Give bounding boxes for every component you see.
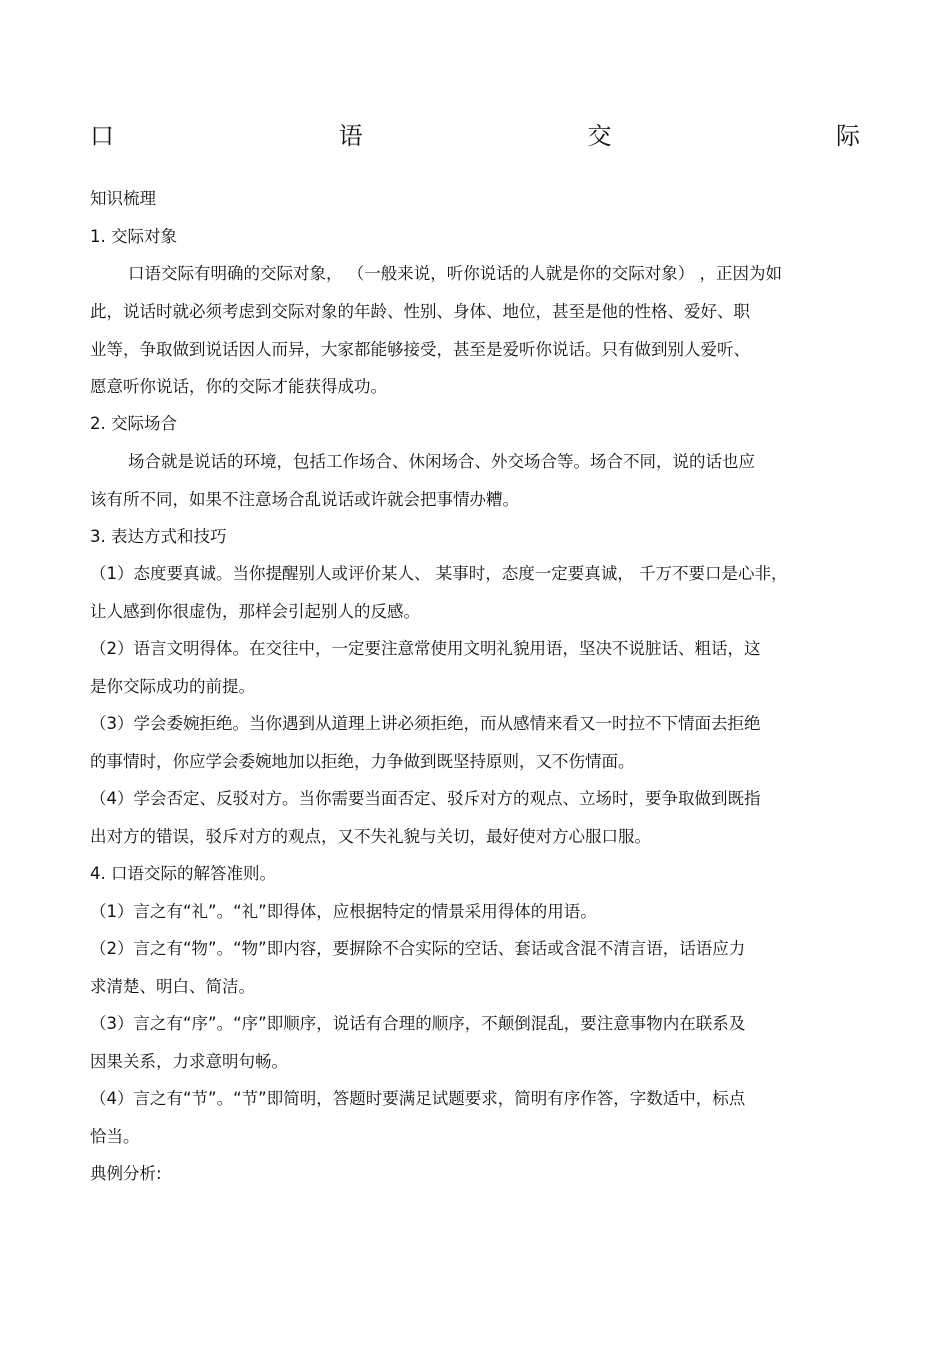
title-char: 口 (90, 122, 114, 150)
title-char: 交 (587, 122, 612, 150)
paragraph-line: （1）态度要真诚。当你提醒别人或评价某人、 某事时，态度一定要真诚， 千万不要口是心非， (90, 564, 788, 583)
paragraph-line: 求清楚、明白、简洁。 (90, 977, 255, 996)
page-title (90, 120, 860, 152)
paragraph-line: 场合就是说话的环境，包括工作场合、休闲场合、外交场合等。场合不同，说的话也应 (128, 452, 755, 471)
title-char: 语 (338, 122, 363, 150)
section-heading: 2. 交际场合 (90, 414, 177, 433)
title-char: 际 (835, 122, 860, 150)
paragraph-line: （1）言之有“礼”。“礼”即得体，应根据特定的情景采用得体的用语。 (90, 902, 597, 921)
paragraph-line: （4）言之有“节”。“节”即简明，答题时要满足试题要求，简明有序作答，字数适中，标点 (90, 1089, 746, 1108)
paragraph-line: 让人感到你很虚伪，那样会引起别人的反感。 (90, 602, 420, 621)
section-heading: 3. 表达方式和技巧 (90, 527, 227, 546)
paragraph-line: 是你交际成功的前提。 (90, 677, 255, 696)
paragraph-line: （2）语言文明得体。在交往中，一定要注意常使用文明礼貌用语，坚决不说脏话、粗话，这 (90, 639, 761, 658)
paragraph-line: （3）学会委婉拒绝。当你遇到从道理上讲必须拒绝，而从感情来看又一时拉不下情面去拒绝 (90, 714, 761, 733)
paragraph-line: （4）学会否定、反驳对方。当你需要当面否定、驳斥对方的观点、立场时，要争取做到既指 (90, 789, 761, 808)
section-heading: 知识梳理 (90, 189, 156, 208)
paragraph-line: 愿意听你说话，你的交际才能获得成功。 (90, 377, 387, 396)
paragraph-line: 此，说话时就必须考虑到交际对象的年龄、性别、身体、地位，甚至是他的性格、爱好、职 (90, 302, 750, 321)
paragraph-line: 口语交际有明确的交际对象， （一般来说，听你说话的人就是你的交际对象） ，正因为如 (128, 264, 782, 283)
section-heading: 4. 口语交际的解答准则。 (90, 864, 276, 883)
paragraph-line: 恰当。 (90, 1127, 140, 1146)
paragraph-line: （2）言之有“物”。“物”即内容，要摒除不合实际的空话、套话或含混不清言语，话语应力 (90, 939, 746, 958)
section-heading: 典例分析: (90, 1164, 162, 1183)
paragraph-line: 的事情时，你应学会委婉地加以拒绝，力争做到既坚持原则，又不伤情面。 (90, 752, 635, 771)
section-heading: 1. 交际对象 (90, 227, 177, 246)
paragraph-line: （3）言之有“序”。“序”即顺序，说话有合理的顺序，不颠倒混乱，要注意事物内在联系及 (90, 1014, 746, 1033)
paragraph-line: 出对方的错误，驳斥对方的观点，又不失礼貌与关切，最好使对方心服口服。 (90, 827, 651, 846)
paragraph-line: 业等，争取做到说话因人而异，大家都能够接受，甚至是爱听你说话。只有做到别人爱听、 (90, 340, 750, 359)
paragraph-line: 该有所不同，如果不注意场合乱说话或许就会把事情办糟。 (90, 490, 519, 509)
paragraph-line: 因果关系，力求意明句畅。 (90, 1052, 288, 1071)
